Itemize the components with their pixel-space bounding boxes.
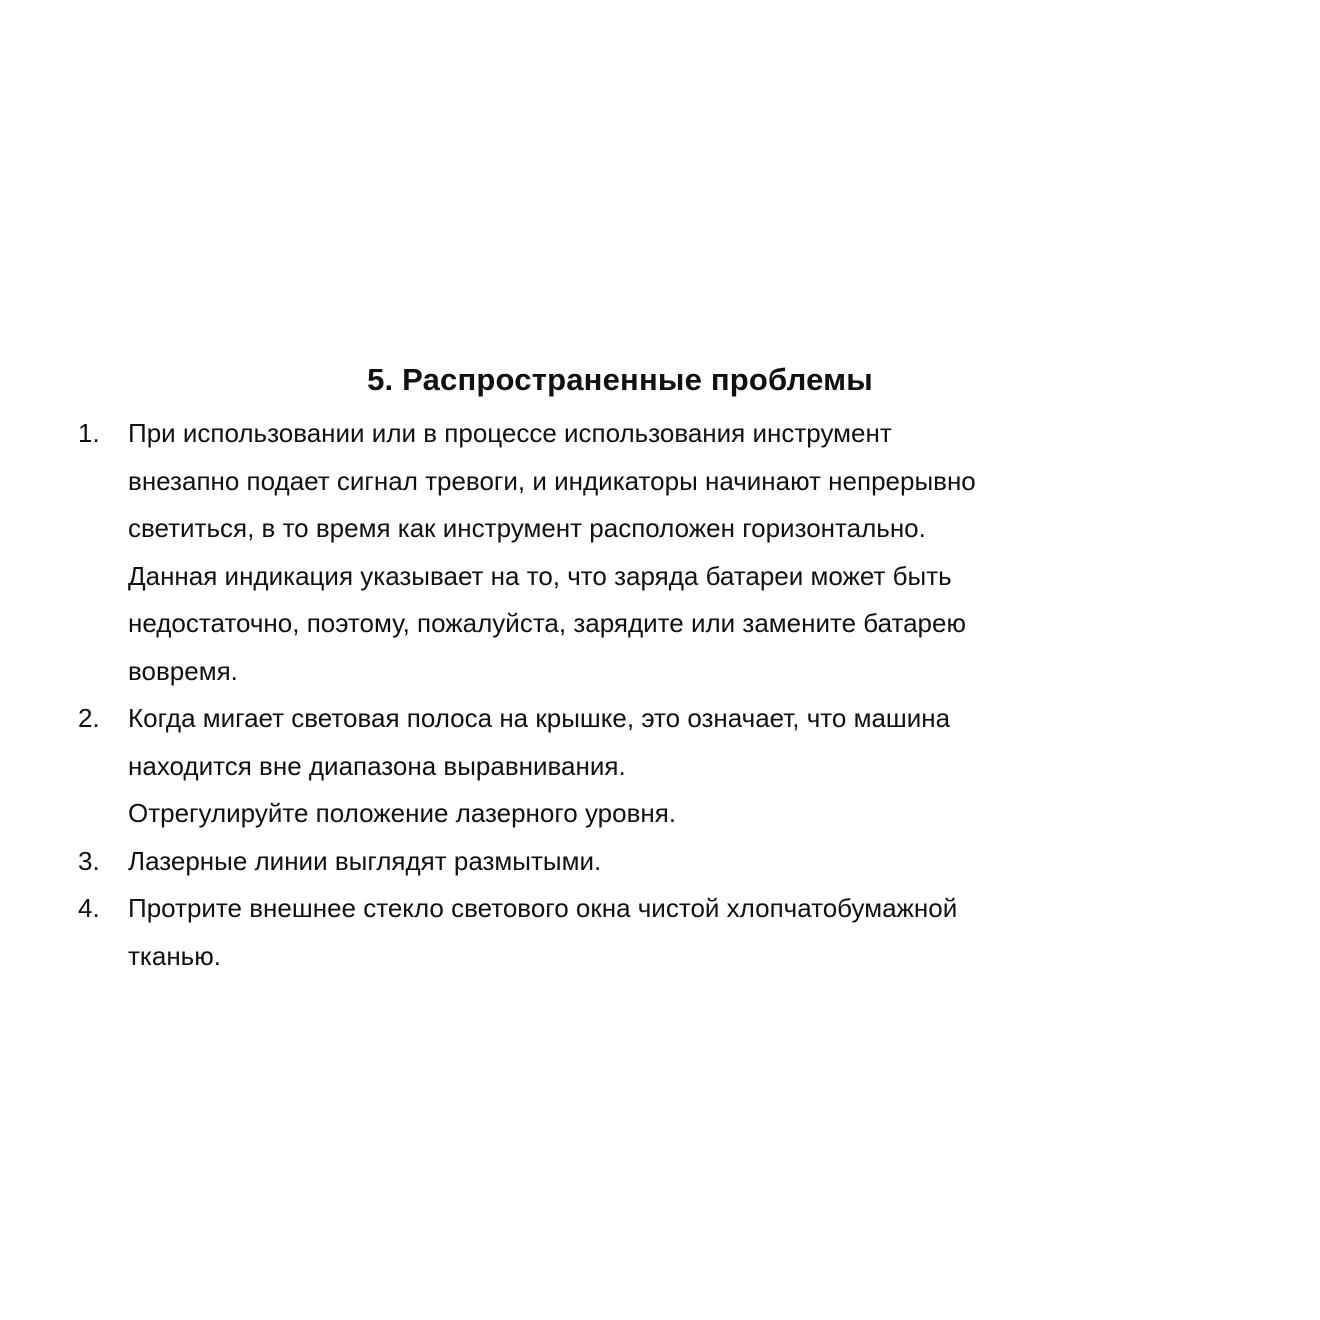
list-item-line: Протрите внешнее стекло светового окна чистой хлопчатобумажной: [128, 893, 958, 923]
list-item-line: светиться, в то время как инструмент расположен горизонтально.: [128, 513, 926, 543]
list-item: [78, 695, 1248, 838]
list-item-number: 3.: [78, 845, 100, 876]
list-item-line: Отрегулируйте положение лазерного уровня.: [128, 798, 677, 828]
list-item-line: При использовании или в процессе использования инструмент: [128, 418, 892, 448]
list-item-number: 4.: [78, 893, 100, 923]
list-item: [78, 410, 1248, 695]
list-item-line: Лазерные линии выглядят размытыми.: [128, 845, 602, 876]
list-item-line: тканью.: [128, 940, 221, 971]
list-item: [78, 885, 1248, 980]
list-item-line: внезапно подает сигнал тревоги, и индикаторы начинают непрерывно: [128, 465, 976, 496]
list-item-number: 1.: [78, 418, 100, 448]
list-item-number: 2.: [78, 703, 100, 733]
list-item-line: недостаточно, поэтому, пожалуйста, зарядите или замените батарею: [128, 608, 966, 638]
list-item-line: вовремя.: [128, 655, 238, 686]
list-item-line: Когда мигает световая полоса на крышке, это означает, что машина: [128, 703, 951, 733]
problems-list: [78, 410, 1248, 980]
list-item-line: находится вне диапазона выравнивания.: [128, 750, 626, 781]
list-item: [78, 838, 1248, 886]
section-title: 5. Распространенные проблемы: [367, 362, 873, 397]
list-item-line: Данная индикация указывает на то, что заряда батареи может быть: [128, 560, 952, 591]
